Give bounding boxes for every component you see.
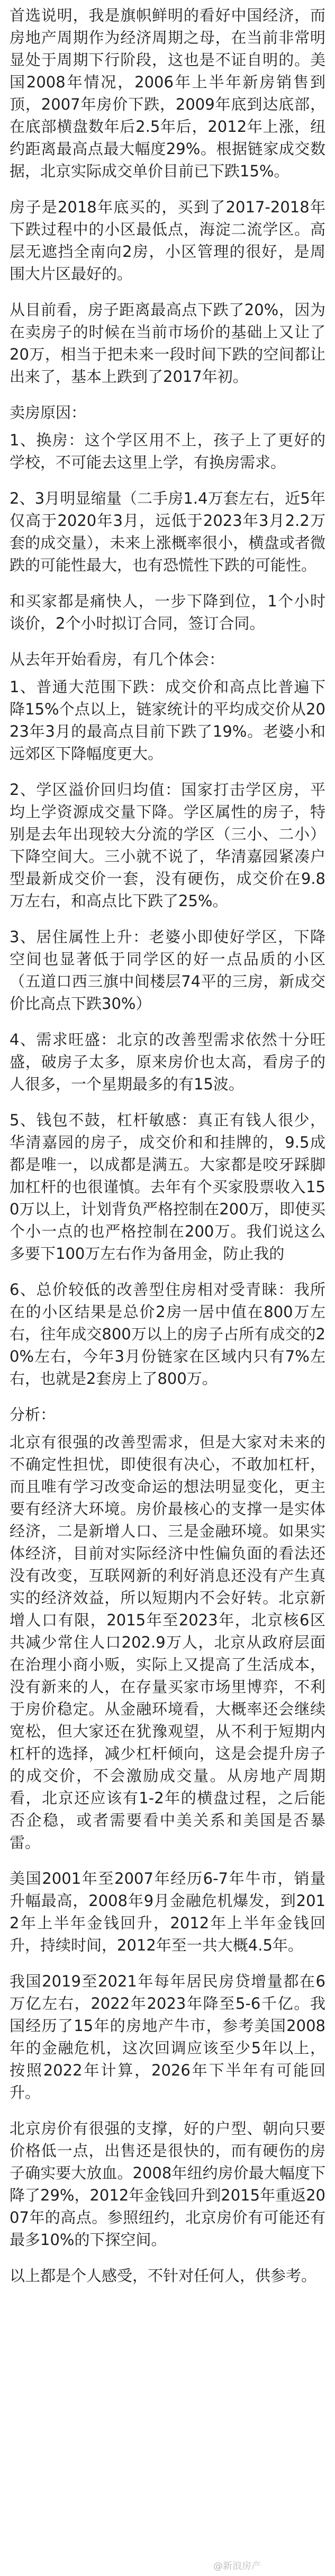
insight-item-4: 4、需求旺盛：北京的改善型需求依然十分旺盛，破房子太多，原来房价也太高，看房子的人很多，一个星期最多的有15波。 — [10, 1031, 325, 1093]
insight-item-1: 1、普通大范围下跌：成交价和高点比普遍下降15%个点以上，链家统计的平均成交价从2023年3月的最高点目前下跌了19%。老婆小和远郊区下降幅度更大。 — [10, 678, 325, 763]
paragraph-analysis-china: 我国2019至2021年每年居民房贷增量都在6万亿左右，2022年2023年降至5-6千亿。我国经历了15年的房地产牛市，参考美国2008年的金融危机，这次回调应该至少5年以上，按照2022年计算，2026年下半年有可能回升。 — [10, 1972, 325, 2101]
paragraph-analysis-beijing: 北京有很强的改善型需求，但是大家对未来的不确定性担忧，即使很有决心，不敢加杠杆，而且唯有学习改变命运的想法明显变化，更主要有经济大环境。房价最核心的支撑一是实体经济，二是新增人口、三是金融环境。如果实体经济，目前对实际经济中性偏负面的看法还没有改变，互联网新的利好消息还没有产生真实的经济效益，所以短期内不会好转。北京新增人口有限，2015年至2023年，北京核6区共减少常住人口202.9万人，北京从政府层面在治理小商小贩，实际上又提高了生活成本，没有新来的人，在存量买家市场里博弈，不利于房价稳定。从金融环境看，大概率还会继续宽松，但大家还在犹豫观望，从不利于短期内杠杆的选择，减少杠杆倾向，这是会提升房子的成交价，不会激励成交量。从房地产周期看，北京还应该有1-2年的横盘过程，之后能否企稳，或者需要看中美关系和美国是否暴雷。 — [10, 1433, 325, 1851]
reason-item-1: 1、换房：这个学区用不上，孩子上了更好的学校，不可能去这里上学，有换房需求。 — [10, 431, 325, 471]
paragraph-analysis-support: 北京房价有很强的支撑，好的户型、朝向只要价格低一点，出售还是很快的，而有硬伤的房子确实要大放血。2008年纽约房价最大幅度下降了29%，2012年金钱回升到2015年重返2007年的高点。参照纽约，北京房价有可能还有最多10%的下探空间。 — [10, 2119, 325, 2249]
reason-item-2: 2、3月明显缩量（二手房1.4万套左右，近5年仅高于2020年3月，远低于2023年3月2.2万套的成交量），未来上涨概率很小，横盘或者微跌的可能性最大，也有恐慌性下跌的可能性。 — [10, 489, 325, 574]
section-title-insights: 从去年开始看房，有几个体会： — [10, 650, 225, 668]
insight-item-2: 2、学区溢价回归均值：国家打击学区房，平均上学资源成交量下降。学区属性的房子，特别是去年出现较大分流的学区（三小、二小）下降空间大。三小就不说了，华清嘉园紧凑户型最新成交价一套，没有硬伤，成交价在9.8万左右，和高点比下跌了25%。 — [10, 781, 325, 910]
paragraph-intro: 首选说明，我是旗帜鲜明的看好中国经济，而房地产周期作为经济周期之母，在当前非常明显处于周期下行阶段，这也是不证自明的。美国2008年情况，2006年上半年新房销售到顶，2007年房价下跌，2009年底到达底部，在底部横盘数年后2.5年后，2012年上涨，纽约距离最高点最大幅度29%。根据链家成交数据，北京实际成交单价目前已下跌15%。 — [10, 6, 325, 180]
insight-item-5: 5、钱包不鼓，杠杆敏感：真正有钱人很少，华清嘉园的房子，成交价和和挂牌的，9.5成都是唯一，以成都是满五。大家都是咬牙踩脚加杠杆的也很谨慎。去年有个买家股票收入150万以上，计划背负严格控制在200万，即使买个小一点的也严格控制在200万。我们说这么多要下100万左右作为备用金，防止我的 — [10, 1111, 325, 1263]
section-title-analysis: 分析： — [10, 1406, 56, 1424]
watermark: @新浪房产 — [213, 2561, 261, 2572]
insight-item-3: 3、居住属性上升：老婆小即使好学区，下降空间也显著低于同学区的好一点品质的小区（五道口西三旗中间楼层74平的三房，新成交价比高点下跌30%） — [10, 928, 325, 1013]
section-title-reasons: 卖房原因： — [10, 404, 87, 422]
paragraph-negotiation: 和买家都是痛快人，一步下降到位，1个小时谈价，2个小时拟订合同，签订合同。 — [10, 592, 325, 632]
paragraph-closing: 以上都是个人感受，不针对任何人，供参考。 — [10, 2267, 317, 2285]
paragraph-current-drop: 从目前看，房子距离最高点下跌了20%，因为在卖房子的时候在当前市场价的基础上又让了20万，相当于把未来一段时间下跌的空间都让出来了，基本上跌到了2017年初。 — [10, 301, 325, 386]
paragraph-purchase: 房子是2018年底买的，买到了2017-2018年下跌过程中的小区最低点，海淀二流学区。高层无遮挡全南向2房，小区管理的很好，是周围大片区最好的。 — [10, 198, 325, 283]
paragraph-analysis-us: 美国2001年至2007年经历6-7年牛市，销量升幅最高，2008年9月金融危机爆发，到2012年上半年金钱回升，2012年上半年金钱回升，持续时间，2012年至一共大概4.5年。 — [10, 1870, 325, 1954]
insight-item-6: 6、总价较低的改善型住房相对受青睐：我所在的小区结果是总价2房一居中值在800万左右，往年成交800万以上的房子占所有成交的20%左右，今年3月份链家在区域内只有7%左右，也就是2套房上了800万。 — [10, 1281, 325, 1388]
